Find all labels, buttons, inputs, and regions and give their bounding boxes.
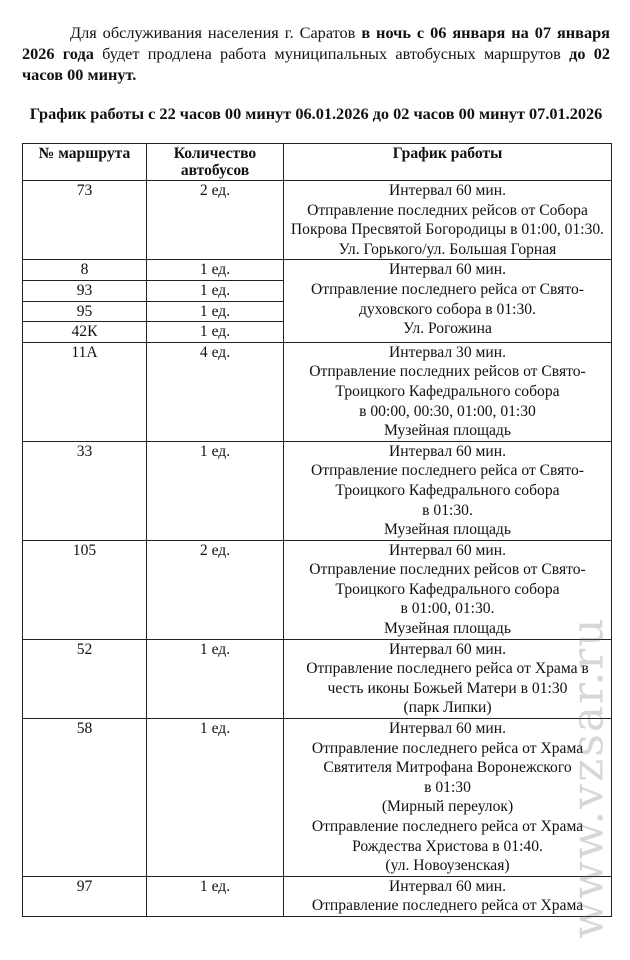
table-row bbox=[23, 540, 612, 639]
schedule-cell bbox=[284, 876, 612, 916]
route-number-cell: 42К bbox=[23, 322, 147, 343]
schedule-line: Интервал 60 мин. bbox=[389, 877, 506, 895]
watermark-text: www.vzsar.ru bbox=[562, 616, 614, 939]
schedule-line: Отправление последнего рейса от Храма bbox=[311, 897, 584, 915]
schedule-line: Интервал 30 мин. bbox=[389, 343, 506, 361]
bus-count-cell: 1 ед. bbox=[147, 876, 284, 916]
table-row bbox=[23, 441, 612, 540]
route-number-cell: 52 bbox=[23, 639, 147, 718]
schedule-cell bbox=[284, 639, 612, 718]
intro-date-range: в ночь с 06 января на 07 января 2026 года bbox=[22, 23, 610, 63]
schedule-cell bbox=[284, 260, 612, 342]
header-route-number: № маршрута bbox=[23, 144, 147, 181]
bus-count-cell: 2 ед. bbox=[147, 540, 284, 639]
route-number-cell: 97 bbox=[23, 876, 147, 916]
schedule-line: Музейная площадь bbox=[384, 620, 511, 638]
route-number-cell: 93 bbox=[23, 280, 147, 301]
route-number-cell: 73 bbox=[23, 181, 147, 260]
schedule-line: Отправление последнего рейса от Свято-духовского собора в 01:30. bbox=[311, 280, 584, 318]
schedule-line: в 00:00, 00:30, 01:00, 01:30 bbox=[359, 402, 536, 420]
intro-text-part2: будет продлена работа муниципальных автобусных маршрутов bbox=[93, 44, 570, 63]
schedule-line: Интервал 60 мин. bbox=[389, 182, 506, 199]
schedule-heading: График работы с 22 часов 00 минут 06.01.2026 до 02 часов 00 минут 07.01.2026 bbox=[29, 104, 603, 123]
schedule-line: Интервал 60 мин. bbox=[389, 261, 506, 279]
schedule-line: в 01:30 bbox=[424, 778, 471, 796]
bus-count-cell: 4 ед. bbox=[147, 342, 284, 441]
route-number-cell: 33 bbox=[23, 441, 147, 540]
schedule-line: Отправление последних рейсов от Свято-Троицкого Кафедрального собора bbox=[309, 363, 586, 400]
table-row bbox=[23, 876, 612, 916]
schedule-cell bbox=[284, 719, 612, 877]
intro-end-time: до 02 часов 00 минут. bbox=[22, 44, 610, 84]
bus-count-cell: 1 ед. bbox=[147, 280, 284, 301]
route-number-cell: 95 bbox=[23, 301, 147, 322]
table-row bbox=[23, 260, 612, 281]
schedule-line: (парк Липки) bbox=[403, 699, 492, 717]
header-schedule: График работы bbox=[284, 144, 612, 181]
bus-count-cell: 2 ед. bbox=[147, 181, 284, 260]
intro-paragraph bbox=[22, 22, 610, 85]
schedule-line: Ул. Рогожина bbox=[403, 320, 492, 338]
route-number-cell: 58 bbox=[23, 719, 147, 877]
table-row bbox=[23, 181, 612, 260]
intro-text bbox=[22, 22, 610, 85]
schedule-cell bbox=[284, 540, 612, 639]
table-header-row bbox=[23, 144, 612, 181]
schedule-line: Отправление последних рейсов от Собора Покрова Пресвятой Богородицы в 01:00, 01:30. bbox=[290, 201, 605, 239]
table-row bbox=[23, 639, 612, 718]
route-number-cell: 11А bbox=[23, 342, 147, 441]
schedule-line: Интервал 60 мин. bbox=[389, 541, 506, 559]
bus-count-cell: 1 ед. bbox=[147, 639, 284, 718]
schedule-line: Отправление последних рейсов от Свято-Троицкого Кафедрального собора bbox=[309, 561, 586, 598]
bus-count-cell: 1 ед. bbox=[147, 301, 284, 322]
schedule-line: (Мирный переулок) bbox=[381, 798, 514, 816]
schedule-line: Ул. Горького/ул. Большая Горная bbox=[338, 240, 557, 258]
schedule-line: Интервал 60 мин. bbox=[389, 442, 506, 460]
schedule-table-body bbox=[23, 181, 612, 917]
schedule-line: Интервал 60 мин. bbox=[389, 720, 506, 738]
schedule-cell bbox=[284, 441, 612, 540]
table-row bbox=[23, 719, 612, 877]
route-number-cell: 8 bbox=[23, 260, 147, 281]
schedule-cell bbox=[284, 342, 612, 441]
schedule-line: (ул. Новоузенская) bbox=[385, 857, 510, 875]
bus-count-cell: 1 ед. bbox=[147, 322, 284, 343]
schedule-line: Отправление последнего рейса от Храма в честь иконы Божьей Матери в 01:30 bbox=[306, 660, 589, 697]
schedule-table bbox=[22, 143, 612, 917]
schedule-line: в 01:30. bbox=[422, 501, 473, 519]
table-row bbox=[23, 342, 612, 441]
schedule-line: Интервал 60 мин. bbox=[389, 640, 506, 658]
bus-count-cell: 1 ед. bbox=[147, 719, 284, 877]
schedule-line: Отправление последнего рейса от Храма Рождества Христова в 01:40. bbox=[311, 818, 584, 855]
header-bus-count: Количество автобусов bbox=[147, 144, 284, 181]
bus-count-cell: 1 ед. bbox=[147, 441, 284, 540]
schedule-cell bbox=[284, 181, 612, 260]
schedule-line: Музейная площадь bbox=[384, 521, 511, 539]
intro-text-part1: Для обслуживания населения г. Саратов bbox=[70, 23, 362, 42]
schedule-line: Музейная площадь bbox=[384, 422, 511, 440]
schedule-line: Отправление последнего рейса от Храма Святителя Митрофана Воронежского bbox=[311, 739, 584, 777]
route-number-cell: 105 bbox=[23, 540, 147, 639]
bus-count-cell: 1 ед. bbox=[147, 260, 284, 281]
schedule-line: в 01:00, 01:30. bbox=[400, 600, 495, 618]
schedule-line: Отправление последнего рейса от Свято-Троицкого Кафедрального собора bbox=[311, 462, 584, 499]
